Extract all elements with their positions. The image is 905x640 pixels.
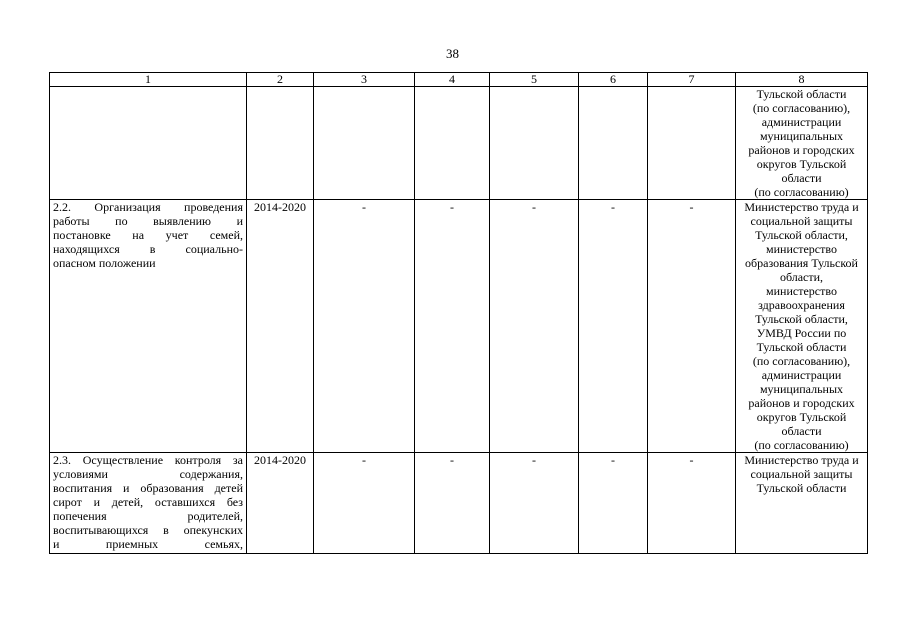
executor-line: области,: [779, 270, 824, 284]
activity-line: находящихся в социально-: [53, 242, 243, 256]
executor-line: районов и городских: [748, 396, 855, 410]
executor-line: (по согласованию): [754, 185, 849, 199]
column-header: 8: [736, 73, 868, 87]
executor-line: области: [781, 171, 822, 185]
activity-line: сирот и детей, оставшихся без: [53, 495, 243, 509]
activity-line: и приемных семьях,: [53, 537, 243, 551]
executor-line: Тульской области: [756, 340, 847, 354]
executor-line: районов и городских: [748, 143, 855, 157]
executor-line: Министерство труда и: [744, 200, 859, 214]
period-cell: 2014-2020: [247, 453, 314, 554]
executor-line: (по согласованию): [754, 438, 849, 452]
activity-line: 2.3. Осуществление контроля за: [53, 453, 243, 467]
value-cell: -: [415, 200, 490, 453]
executors-cell: [736, 87, 868, 200]
executor-line: Тульской области: [756, 481, 847, 495]
table-row: [50, 87, 868, 200]
executor-line: муниципальных: [759, 129, 844, 143]
page-number: 38: [446, 46, 459, 61]
executor-line: министерство: [766, 284, 837, 298]
value-cell: -: [579, 200, 648, 453]
column-header: 2: [247, 73, 314, 87]
value-cell: [579, 87, 648, 200]
value-cell: -: [314, 200, 415, 453]
value-cell: [490, 87, 579, 200]
executor-line: здравоохранения: [758, 298, 845, 312]
executor-line: социальной защиты: [750, 214, 853, 228]
table-header-row: [50, 73, 868, 87]
activity-line: опасном положении: [53, 256, 156, 270]
column-header: 1: [50, 73, 247, 87]
column-header: 5: [490, 73, 579, 87]
activity-line: условиями содержания,: [53, 467, 243, 481]
activity-cell: [50, 87, 247, 200]
measures-table: [49, 72, 868, 554]
activity-line: 2.2. Организация проведения: [53, 200, 243, 214]
value-cell: -: [648, 200, 736, 453]
column-header: 3: [314, 73, 415, 87]
executor-line: Тульской области,: [755, 312, 848, 326]
column-header: 7: [648, 73, 736, 87]
activity-cell: [50, 453, 247, 554]
executors-cell: [736, 200, 868, 453]
activity-line: работы по выявлению и: [53, 214, 243, 228]
activity-cell: [50, 200, 247, 453]
executor-line: (по согласованию),: [752, 101, 851, 115]
activity-line: попечения родителей,: [53, 509, 243, 523]
period-cell: [247, 87, 314, 200]
executor-line: администрации: [761, 115, 842, 129]
value-cell: -: [490, 200, 579, 453]
executor-line: области: [781, 424, 822, 438]
activity-line: воспитания и образования детей: [53, 481, 243, 495]
executor-line: Тульской области,: [755, 228, 848, 242]
value-cell: -: [648, 453, 736, 554]
executor-line: социальной защиты: [750, 467, 853, 481]
executor-line: муниципальных: [759, 382, 844, 396]
executor-line: министерство: [766, 242, 837, 256]
executor-line: Министерство труда и: [744, 453, 859, 467]
executors-cell: [736, 453, 868, 554]
value-cell: -: [314, 453, 415, 554]
executor-line: Тульской области: [756, 87, 847, 101]
activity-line: постановке на учет семей,: [53, 228, 243, 242]
column-header: 6: [579, 73, 648, 87]
period-cell: 2014-2020: [247, 200, 314, 453]
executor-line: УМВД России по: [756, 326, 847, 340]
column-header: 4: [415, 73, 490, 87]
executor-line: (по согласованию),: [752, 354, 851, 368]
activity-line: воспитывающихся в опекунских: [53, 523, 243, 537]
value-cell: -: [490, 453, 579, 554]
value-cell: -: [415, 453, 490, 554]
executor-line: округов Тульской: [756, 410, 847, 424]
value-cell: [648, 87, 736, 200]
table-row: [50, 200, 868, 453]
value-cell: -: [579, 453, 648, 554]
executor-line: округов Тульской: [756, 157, 847, 171]
value-cell: [314, 87, 415, 200]
value-cell: [415, 87, 490, 200]
executor-line: администрации: [761, 368, 842, 382]
table-row: [50, 453, 868, 554]
executor-line: образования Тульской: [745, 256, 858, 270]
